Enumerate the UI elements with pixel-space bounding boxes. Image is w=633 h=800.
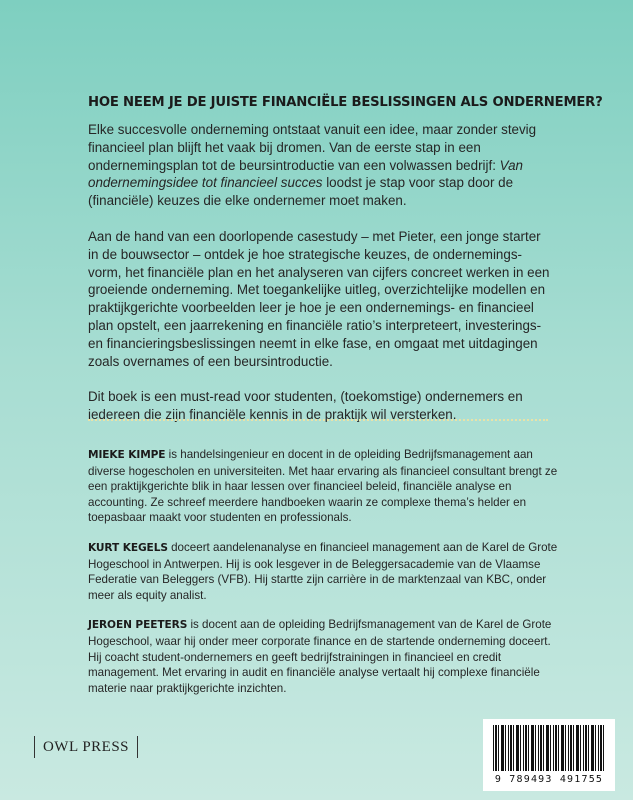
barcode-bars xyxy=(493,725,605,771)
blurb xyxy=(88,121,554,442)
author-bio-kegels xyxy=(88,540,558,603)
isbn-barcode xyxy=(483,719,615,791)
blurb-p1-start: Elke succesvolle onderneming ontstaat vanuit een idee, maar zonder stevig financieel plan blijft het vaak bij dromen. Van de eerste stap in een ondernemingsplan tot de beursintroductie van een volwassen bedrijf: xyxy=(88,122,537,173)
author-name: JEROEN PEETERS xyxy=(88,619,188,632)
blurb-paragraph-1 xyxy=(88,121,554,210)
author-bio-text: doceert aandelenanalyse en financieel management aan de Karel de Grote Hogeschool in Antwerpen. Hij is ook lesgever in de Beleggersacademie van de Vlaamse Federatie van Beleggers (VFB). Hij startte zijn carrière in de marktenzaal van KBC, onder meer als equity analist. xyxy=(88,540,558,602)
book-title-italic: Van ondernemingsidee tot financieel succes xyxy=(88,157,523,191)
author-bio-peeters xyxy=(88,617,558,696)
blurb-p1-end: loodst je stap voor stap door de (financiële) keuzes die elke ondernemer moet maken. xyxy=(88,175,514,209)
blurb-paragraph-3: Dit boek is een must-read voor studenten, (toekomstige) ondernemers en iedereen die zijn financiële kennis in de praktijk wil versterken. xyxy=(88,389,523,423)
dotted-divider xyxy=(88,419,548,421)
blurb-paragraph-2: Aan de hand van een doorlopende casestudy – met Pieter, een jonge starter in de bouwsector – ontdek je hoe strategische keuzes, de ondernemings-vorm, het financiële plan en het analyseren van cijfers concreet werken in een groeiende onderneming. Met toegankelijke uitleg, overzichtelijke modellen en praktijkgerichte voorbeelden leer je hoe je een ondernemings- en financieel plan opstelt, een jaarrekening en financiële ratio’s interpreteert, investerings- en financieringsbeslissingen neemt in elke fase, en omgaat met uitdagingen zoals overnames of een beursintroductie. xyxy=(88,228,550,369)
author-name: MIEKE KIMPE xyxy=(88,449,166,461)
author-name: KURT KEGELS xyxy=(88,541,168,554)
publisher-logo: OWL PRESS xyxy=(34,736,138,758)
back-cover-headline: HOE NEEM JE DE JUISTE FINANCIËLE BESLISSINGEN ALS ONDERNEMER? xyxy=(88,95,603,110)
author-bio-kimpe xyxy=(88,447,558,526)
author-bio-text: is docent aan de opleiding Bedrijfsmanagement van de Karel de Grote Hogeschool, waar hij onder meer corporate finance en de startende onderneming doceert. Hij coacht student-ondernemers en geeft bedrijfstrainingen in financieel en credit management. Met ervaring in audit en financiële analyse vertaalt hij complexe financiële materie naar praktijkgerichte inzichten. xyxy=(88,618,552,695)
isbn-number: 9 789493 491755 xyxy=(494,774,604,785)
author-bios xyxy=(88,447,558,710)
author-bio-text: is handelsingenieur en docent in de opleiding Bedrijfsmanagement aan diverse hogescholen en universiteiten. Met haar ervaring als financieel consultant brengt ze een praktijkgerichte blik in haar lessen over financieel beleid, financiële analyse en accounting. Ze schreef meerdere handboeken waarin ze complexe thema’s helder en toepasbaar maakt voor studenten en professionals. xyxy=(88,448,558,525)
